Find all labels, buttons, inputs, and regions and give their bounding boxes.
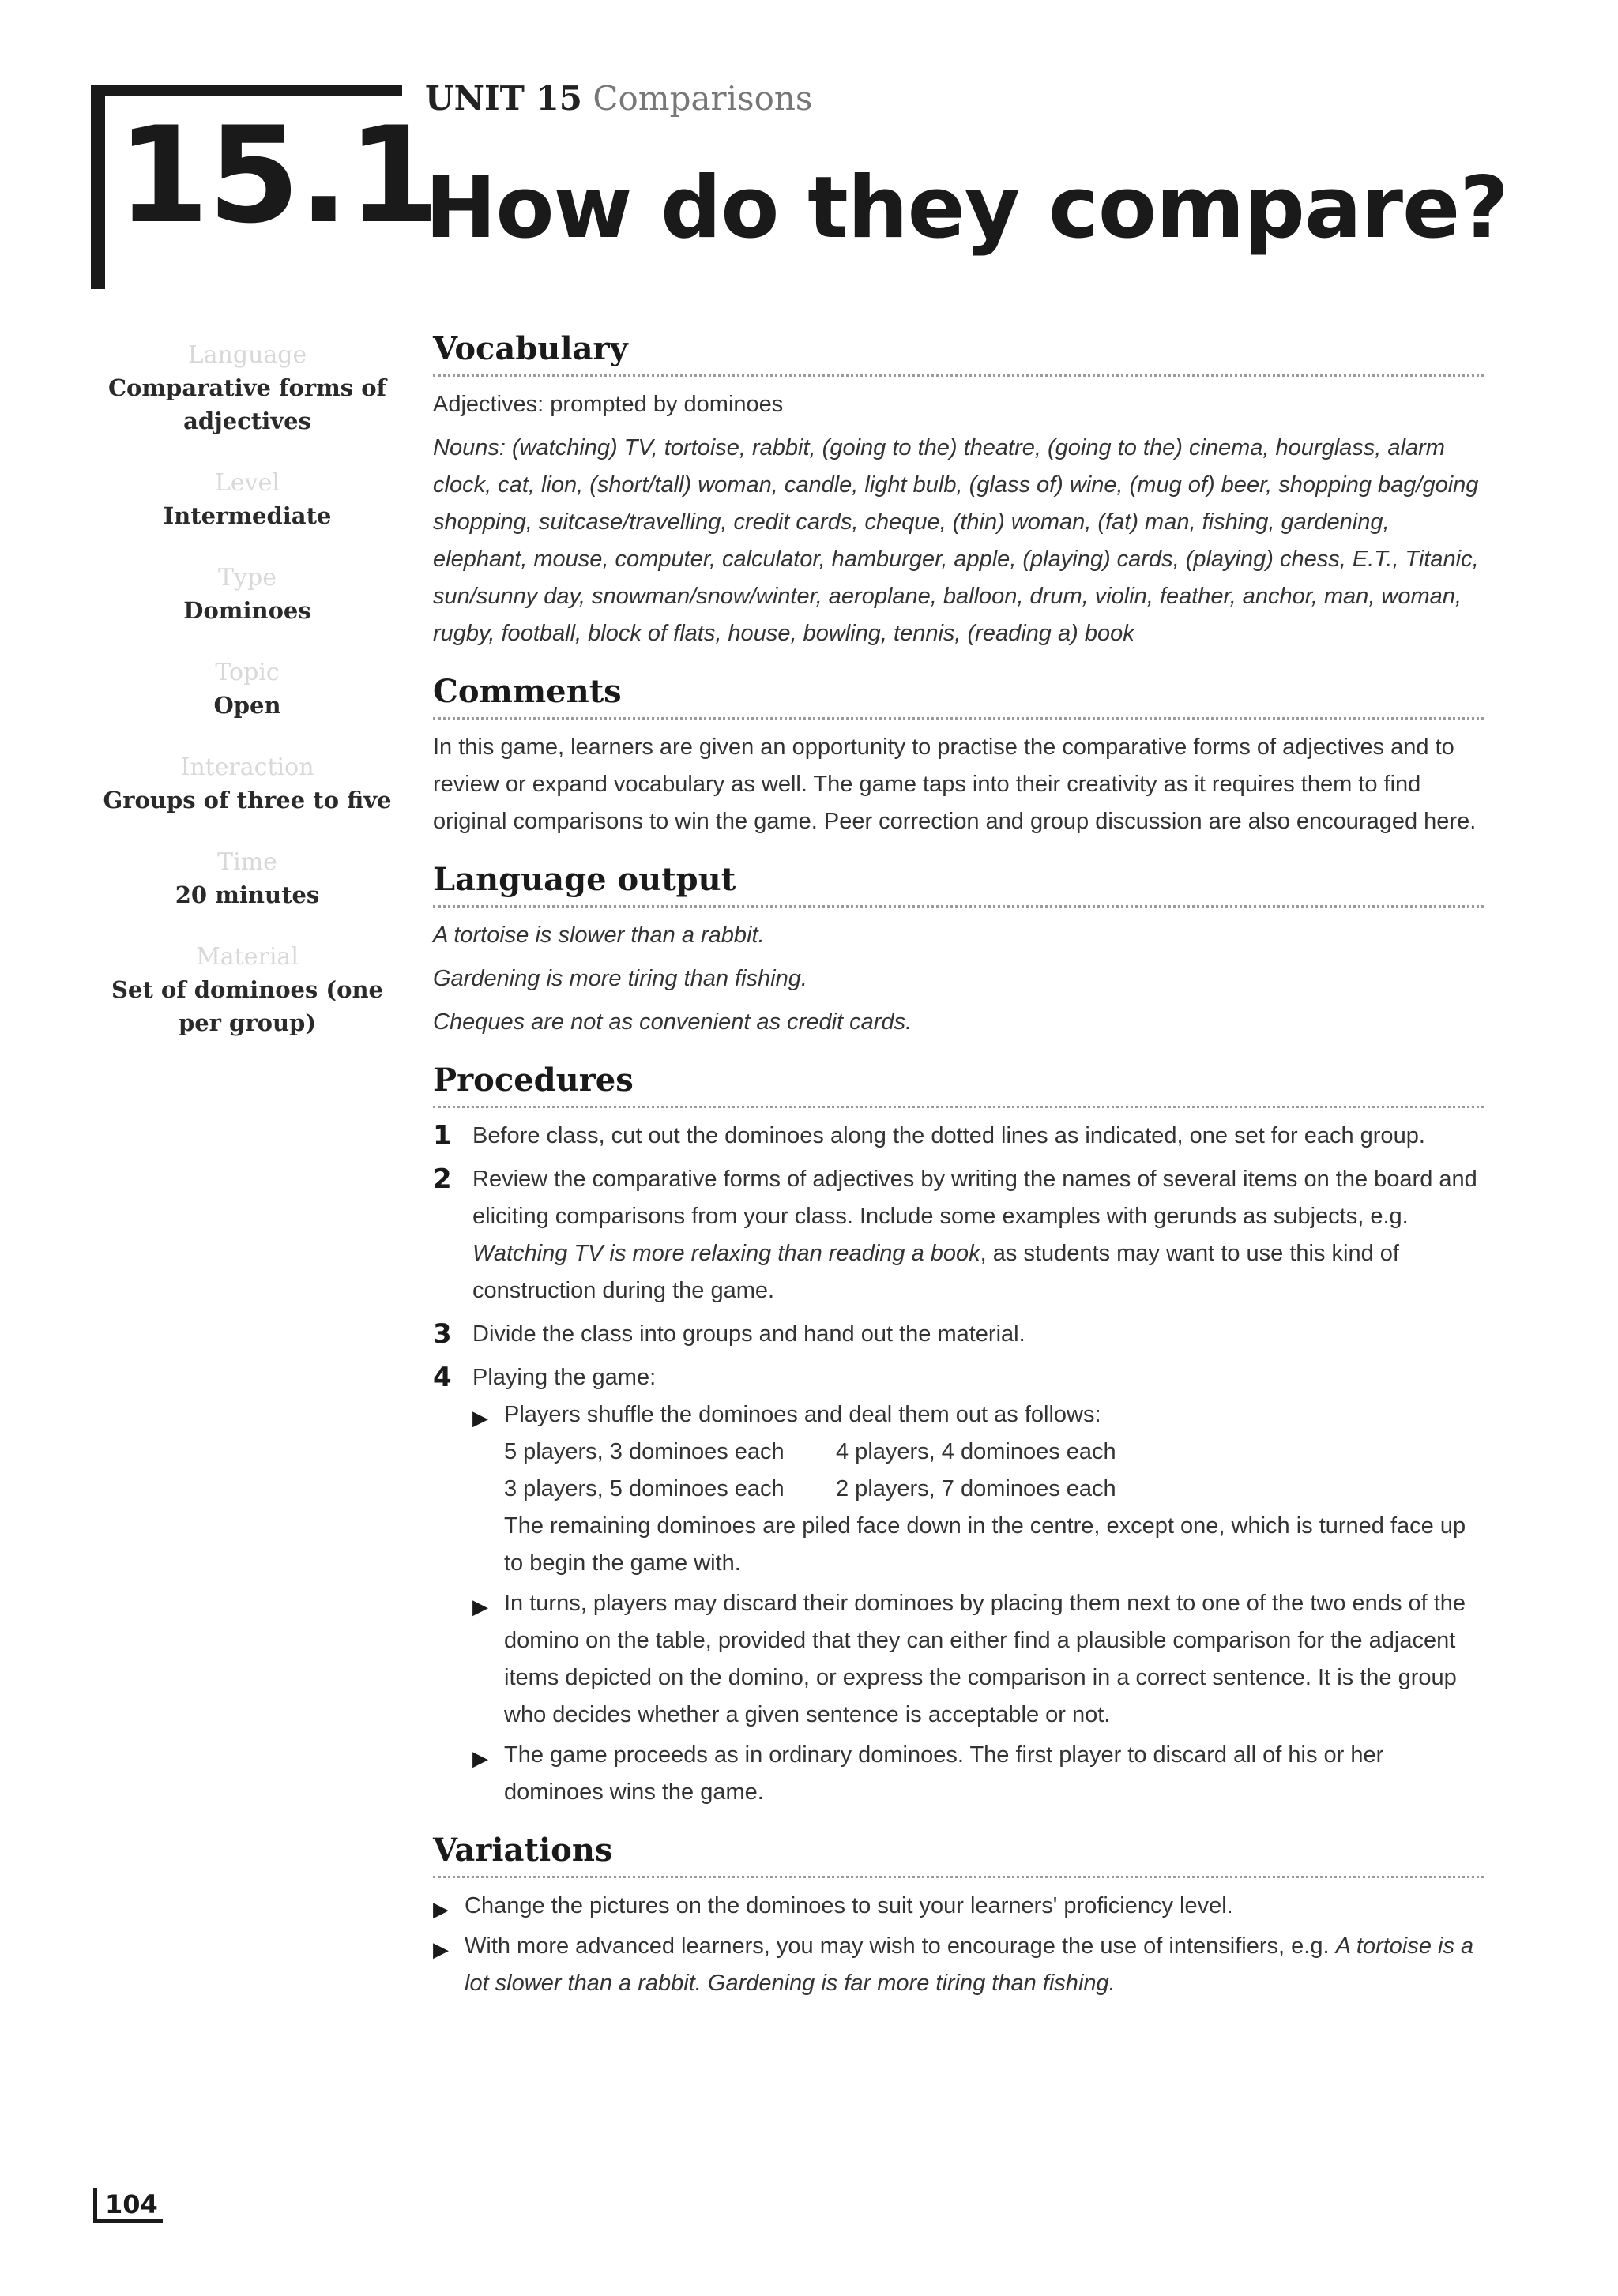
step-number: 3 xyxy=(433,1318,452,1350)
sidebar-time xyxy=(93,847,401,911)
variation-item xyxy=(433,1928,1484,2002)
output-example: Gardening is more tiring than fishing. xyxy=(433,966,807,991)
variation-text: Change the pictures on the dominoes to suit your learners' proficiency level. xyxy=(465,1893,1233,1918)
sidebar-value: Dominoes xyxy=(183,597,311,624)
step-number: 4 xyxy=(433,1362,452,1393)
comments-section xyxy=(433,668,1484,840)
lesson-info-sidebar xyxy=(93,340,401,1069)
unit-label: UNIT 15 xyxy=(425,79,582,118)
sidebar-label: Level xyxy=(215,469,280,497)
sidebar-value: Comparative forms of adjectives xyxy=(107,374,387,434)
step-text: Divide the class into groups and hand out the material. xyxy=(472,1321,1025,1347)
sidebar-value: Intermediate xyxy=(163,502,332,529)
rule-text: In turns, players may discard their dominoes by placing them next to one of the two ends of the domino on the table, provided that they can either find a plausible comparison for the adjacent items depicted on the domino, or express the comparison in a correct sentence. It is the group who decides whether a given sentence is acceptable or not. xyxy=(504,1591,1466,1727)
procedure-step xyxy=(433,1359,1484,1811)
unit-topic: Comparisons xyxy=(593,79,813,118)
step-text: , as students may want to use this kind of construction during the game. xyxy=(472,1241,1399,1303)
sidebar-label: Time xyxy=(217,848,277,876)
sidebar-label: Interaction xyxy=(180,753,314,781)
output-example: Cheques are not as convenient as credit cards. xyxy=(433,1009,912,1035)
variations-section xyxy=(433,1827,1484,2002)
step-text: Before class, cut out the dominoes along the dotted lines as indicated, one set for each group. xyxy=(472,1123,1425,1148)
game-rule xyxy=(472,1737,1484,1811)
output-example: A tortoise is slower than a rabbit. xyxy=(433,923,765,948)
bullet-icon: ▶ xyxy=(433,1897,449,1921)
main-content xyxy=(433,325,1484,2018)
section-title: Vocabulary xyxy=(433,325,1484,377)
game-rule xyxy=(472,1396,1484,1582)
sidebar-interaction xyxy=(93,752,401,817)
deal-cell: 2 players, 7 dominoes each xyxy=(836,1476,1116,1501)
unit-header xyxy=(425,79,813,118)
lesson-number: 15.1 xyxy=(117,98,438,253)
page-title: How do they compare? xyxy=(425,159,1508,257)
variation-text: With more advanced learners, you may wish to encourage the use of intensifiers, e.g. xyxy=(465,1933,1336,1959)
variation-item xyxy=(433,1888,1484,1925)
vocabulary-nouns: Nouns: (watching) TV, tortoise, rabbit, (going to the) theatre, (going to the) cinema, hourglass, alarm clock, cat, lion, (short/tall) woman, candle, light bulb, (glass of) wine, (mug of) beer, shopping bag/going shopping, suitcase/travelling, credit cards, cheque, (thin) woman, (fat) man, fishing, gardening, elephant, mouse, computer, calculator, hamburger, apple, (playing) cards, (playing) chess, E.T., Titanic, sun/sunny day, snowman/snow/winter, aeroplane, balloon, drum, violin, feather, anchor, man, woman, rugby, football, block of flats, house, bowling, tennis, (reading a) book xyxy=(433,435,1479,646)
sidebar-value: 20 minutes xyxy=(175,881,320,908)
bullet-icon: ▶ xyxy=(472,1595,488,1618)
sidebar-label: Type xyxy=(218,564,277,592)
sidebar-type xyxy=(93,562,401,627)
game-rules-list xyxy=(472,1396,1484,1811)
rule-text: The remaining dominoes are piled face down in the centre, except one, which is turned face up to begin the game with. xyxy=(504,1513,1466,1576)
deal-cell: 5 players, 3 dominoes each xyxy=(504,1439,785,1464)
vocabulary-adjectives: Adjectives: prompted by dominoes xyxy=(433,392,784,417)
sidebar-value: Open xyxy=(213,692,281,719)
sidebar-level xyxy=(93,468,401,532)
vocabulary-section xyxy=(433,325,1484,652)
section-title: Procedures xyxy=(433,1057,1484,1108)
sidebar-label: Topic xyxy=(215,659,280,686)
rule-text: Players shuffle the dominoes and deal them out as follows: xyxy=(504,1402,1101,1427)
deal-cell: 3 players, 5 dominoes each xyxy=(504,1476,785,1501)
rule-text: The game proceeds as in ordinary dominoes. The first player to discard all of his or her dominoes wins the game. xyxy=(504,1742,1384,1805)
game-rule xyxy=(472,1585,1484,1734)
step-number: 2 xyxy=(433,1163,452,1195)
section-title: Language output xyxy=(433,856,1484,908)
sidebar-value: Groups of three to five xyxy=(103,787,392,814)
procedures-list xyxy=(433,1118,1484,1811)
step-example: Watching TV is more relaxing than reading a book xyxy=(472,1241,980,1266)
procedures-section xyxy=(433,1057,1484,1811)
procedure-step xyxy=(433,1316,1484,1353)
deal-table xyxy=(504,1434,1484,1508)
sidebar-topic xyxy=(93,657,401,722)
sidebar-label: Material xyxy=(196,943,299,971)
bullet-icon: ▶ xyxy=(472,1746,488,1770)
deal-cell: 4 players, 4 dominoes each xyxy=(836,1439,1116,1464)
comments-text: In this game, learners are given an opportunity to practise the comparative forms of adjectives and to review or expand vocabulary as well. The game taps into their creativity as it requires them to find original comparisons to win the game. Peer correction and group discussion are also encouraged here. xyxy=(433,735,1477,834)
variation-example: A tortoise is a lot slower than a rabbit. Gardening is far more tiring than fishing. xyxy=(465,1933,1474,1996)
sidebar-material xyxy=(93,941,401,1039)
bullet-icon: ▶ xyxy=(433,1937,449,1961)
step-number: 1 xyxy=(433,1120,452,1152)
procedure-step xyxy=(433,1161,1484,1310)
section-title: Comments xyxy=(433,668,1484,720)
step-text: Playing the game: xyxy=(472,1365,657,1390)
step-text: Review the comparative forms of adjectives by writing the names of several items on the board and eliciting comparisons from your class. Include some examples with gerunds as subjects, e.g. xyxy=(472,1167,1477,1229)
language-output-section xyxy=(433,856,1484,1041)
sidebar-value: Set of dominoes (one per group) xyxy=(111,976,384,1036)
bullet-icon: ▶ xyxy=(472,1406,488,1430)
sidebar-language xyxy=(93,340,401,438)
variations-list xyxy=(433,1888,1484,2002)
section-title: Variations xyxy=(433,1827,1484,1878)
procedure-step xyxy=(433,1118,1484,1155)
page-number: 104 xyxy=(93,2188,163,2223)
sidebar-label: Language xyxy=(187,341,307,369)
